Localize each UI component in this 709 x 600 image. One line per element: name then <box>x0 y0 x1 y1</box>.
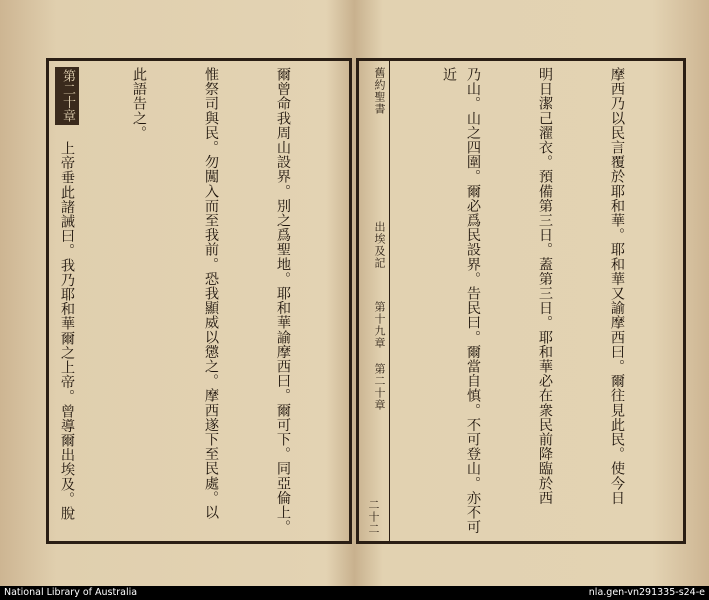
text-column: 爾曾命我周山設界。別之爲聖地。耶和華諭摩西曰。爾可下。同亞倫上。 <box>275 67 291 535</box>
text-column: 摩西乃以民言覆於耶和華。耶和華又諭摩西曰。爾往見此民。使今日 <box>609 67 625 505</box>
page-number: 二十二 <box>367 499 380 535</box>
viewer-footer <box>0 586 709 600</box>
text-column: 第二十章 上帝垂此諸誡曰。我乃耶和華爾之上帝。曾導爾出埃及。脫 <box>55 67 79 535</box>
text-column: 此語告之。 <box>131 67 147 140</box>
running-header <box>361 67 387 535</box>
chapter-heading: 第二十章 <box>55 67 79 125</box>
text-column: 乃山。山之四圍。爾必爲民設界。告民曰。爾當自慎。不可登山。亦不可近 <box>441 67 481 535</box>
gutter-rule <box>389 61 390 541</box>
running-title: 舊約聖書 <box>373 67 386 115</box>
text-column: 惟祭司與民。勿闖入而至我前。恐我顯威以懲之。摩西遂下至民處。以 <box>203 67 219 520</box>
library-credit: National Library of Australia <box>4 587 138 598</box>
left-page <box>46 58 352 544</box>
chapter-refs: 第十九章 第二十章 <box>373 301 386 411</box>
left-page-text <box>55 67 343 535</box>
right-page-text <box>395 67 677 535</box>
right-page <box>356 58 686 544</box>
book-name: 出埃及記 <box>373 221 386 269</box>
item-identifier: nla.gen-vn291335-s24-e <box>588 587 705 598</box>
text-column: 明日潔己濯衣。預備第三日。蓋第三日。耶和華必在衆民前降臨於西 <box>537 67 553 505</box>
